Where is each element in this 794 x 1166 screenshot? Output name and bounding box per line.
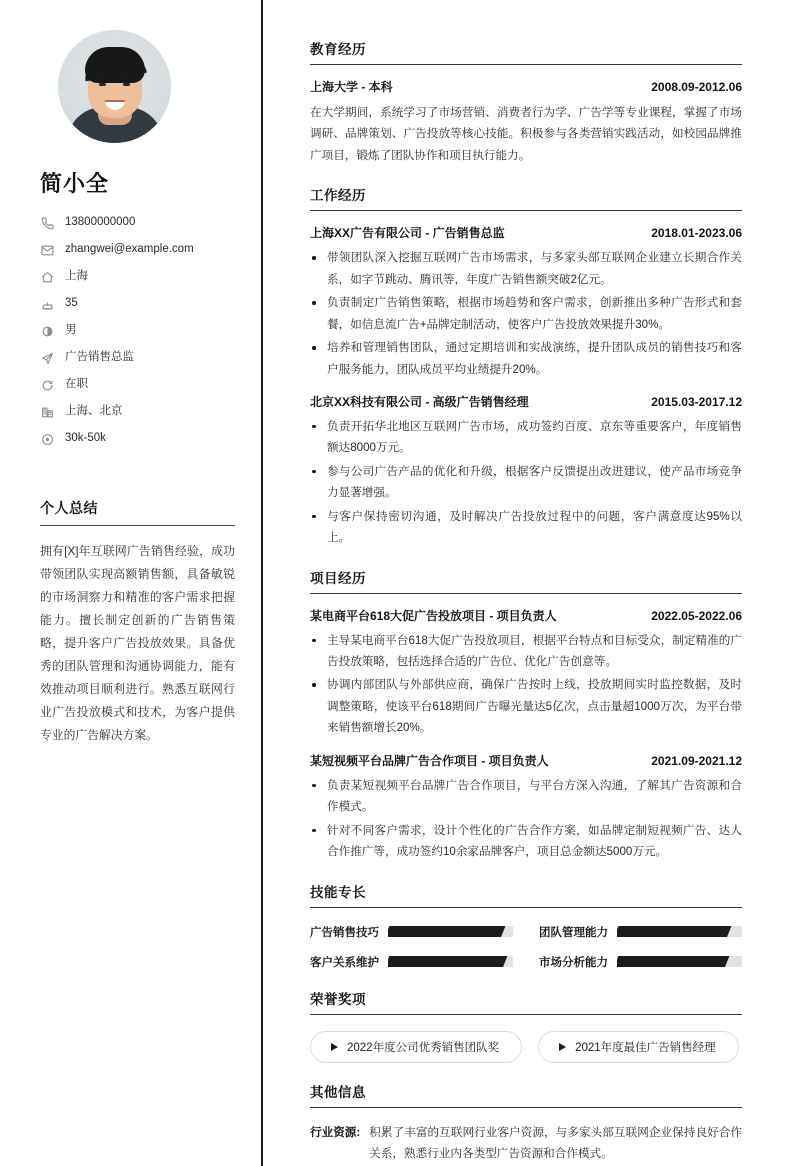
project-entry (310, 752, 742, 863)
section-awards (310, 988, 742, 1063)
summary-heading: 个人总结 (40, 498, 235, 526)
contact-list (40, 216, 235, 446)
project-date: 2021.09-2021.12 (651, 753, 742, 768)
section-project (310, 567, 742, 863)
work-bullet: 参与公司广告产品的优化和升级，根据客户反馈提出改进建议，使产品市场竞争力显著增强。 (310, 461, 742, 504)
avatar-brow-left (97, 77, 107, 79)
candidate-name: 简小全 (40, 171, 110, 196)
work-date: 2018.01-2023.06 (651, 226, 742, 241)
education-title: 上海大学 - 本科 (310, 80, 393, 94)
skill-bar-track (388, 926, 513, 937)
project-bullet: 负责某短视频平台品牌广告合作项目，与平台方深入沟通，了解其广告资源和合作模式。 (310, 775, 742, 818)
mail-icon (40, 243, 54, 257)
section-work (310, 184, 742, 548)
project-bullets (310, 630, 742, 739)
project-date: 2022.05-2022.06 (651, 608, 742, 623)
project-entry-header (310, 607, 742, 624)
skill-label: 客户关系维护 (310, 956, 379, 969)
skill-bar-fill (617, 926, 731, 937)
sidebar (0, 0, 263, 1166)
phone-icon (40, 216, 54, 230)
project-bullet: 主导某电商平台618大促广告投放项目，根据平台特点和目标受众，制定精准的广告投放策略，包括选择合适的广告位、优化广告创意等。 (310, 630, 742, 673)
skill-label: 团队管理能力 (539, 926, 608, 939)
project-bullets (310, 775, 742, 863)
contact-value-status: 在职 (65, 378, 88, 391)
contact-value-target-city: 上海、北京 (65, 405, 123, 418)
section-heading-education: 教育经历 (310, 38, 742, 65)
contact-value-phone: 13800000000 (65, 216, 136, 229)
contact-item-phone (40, 216, 235, 230)
work-bullet: 负责开拓华北地区互联网广告市场，成功签约百度、京东等重要客户，年度销售额达8000万元。 (310, 416, 742, 459)
section-heading-awards: 荣誉奖项 (310, 988, 742, 1015)
work-bullet: 培养和管理销售团队，通过定期培训和实战演练，提升团队成员的销售技巧和客户服务能力，团队成员平均业绩提升20%。 (310, 337, 742, 380)
avatar (58, 30, 171, 143)
education-entry-header (310, 78, 742, 95)
skill-bar-track (617, 956, 742, 967)
work-bullet: 与客户保持密切沟通，及时解决广告投放过程中的问题，客户满意度达95%以上。 (310, 506, 742, 549)
skill-bar-track (617, 926, 742, 937)
contact-value-position: 广告销售总监 (65, 351, 134, 364)
other-label: 行业资源: (310, 1125, 361, 1139)
other-row (310, 1122, 742, 1165)
home-icon (40, 270, 54, 284)
education-date: 2008.09-2012.06 (651, 80, 742, 94)
caret-right-icon (559, 1043, 566, 1051)
skill-bar-fill (617, 956, 729, 967)
skills-grid (310, 924, 742, 970)
contact-value-salary: 30k-50k (65, 432, 106, 445)
section-skills (310, 881, 742, 970)
paper-plane-icon (40, 351, 54, 365)
contact-item-gender (40, 324, 235, 338)
cake-icon (40, 297, 54, 311)
award-label: 2021年度最佳广告销售经理 (575, 1041, 716, 1054)
work-bullet: 带领团队深入挖掘互联网广告市场需求，与多家头部互联网企业建立长期合作关系，如字节跳动、腾讯等，年度广告销售额突破2亿元。 (310, 247, 742, 290)
contact-item-age (40, 297, 235, 311)
work-bullets (310, 416, 742, 549)
skill-label: 广告销售技巧 (310, 926, 379, 939)
education-entry (310, 78, 742, 166)
skill-item (539, 924, 742, 940)
refresh-icon (40, 378, 54, 392)
section-heading-project: 项目经历 (310, 567, 742, 594)
gender-icon (40, 324, 54, 338)
education-description: 在大学期间，系统学习了市场营销、消费者行为学、广告学等专业课程，掌握了市场调研、品牌策划、广告投放等核心技能。积极参与各类营销实践活动，如校园品牌推广项目，锻炼了团队协作和项目执行能力。 (310, 106, 742, 162)
other-value: 积累了丰富的互联网行业客户资源，与多家头部互联网企业保持良好合作关系，熟悉行业内各类型广告资源和合作模式。 (369, 1125, 742, 1160)
skill-bar-fill (388, 956, 507, 967)
award-tag[interactable] (310, 1031, 522, 1063)
section-other (310, 1081, 742, 1165)
project-entry (310, 607, 742, 739)
project-entry-header (310, 752, 742, 769)
contact-item-target-city (40, 405, 235, 419)
work-bullets (310, 247, 742, 380)
building-icon (40, 405, 54, 419)
skill-item (310, 954, 513, 970)
contact-item-position (40, 351, 235, 365)
awards-row (310, 1031, 742, 1063)
work-entry-header (310, 224, 742, 241)
skill-item (310, 924, 513, 940)
contact-item-status (40, 378, 235, 392)
work-bullet: 负责制定广告销售策略，根据市场趋势和客户需求，创新推出多种广告形式和套餐，如信息流广告+品牌定制活动，使客户广告投放效果提升30%。 (310, 292, 742, 335)
contact-item-salary (40, 432, 235, 446)
skill-bar-fill (388, 926, 505, 937)
work-entry (310, 393, 742, 549)
caret-right-icon (331, 1043, 338, 1051)
award-tag[interactable] (538, 1031, 739, 1063)
target-icon (40, 432, 54, 446)
avatar-brow-right (122, 77, 132, 79)
skill-label: 市场分析能力 (539, 956, 608, 969)
contact-item-location (40, 270, 235, 284)
project-title: 某电商平台618大促广告投放项目 - 项目负责人 (310, 608, 557, 623)
work-title: 上海XX广告有限公司 - 广告销售总监 (310, 226, 505, 241)
skill-item (539, 954, 742, 970)
contact-value-email: zhangwei@example.com (65, 243, 194, 256)
project-bullet: 协调内部团队与外部供应商，确保广告按时上线，投放期间实时监控数据，及时调整策略，使该平台618期间广告曝光量达5亿次，点击量超1000万次，为平台带来销售额增长20%。 (310, 674, 742, 738)
avatar-eye-right (123, 83, 130, 86)
project-bullet: 针对不同客户需求，设计个性化的广告合作方案，如品牌定制短视频广告、达人合作推广等，成功签约10余家品牌客户，项目总金额达5000万元。 (310, 820, 742, 863)
contact-value-gender: 男 (65, 324, 77, 337)
project-title: 某短视频平台品牌广告合作项目 - 项目负责人 (310, 753, 549, 768)
main-column (263, 0, 794, 1166)
work-date: 2015.03-2017.12 (651, 394, 742, 409)
section-heading-skills: 技能专长 (310, 881, 742, 908)
section-heading-work: 工作经历 (310, 184, 742, 211)
work-entry (310, 224, 742, 380)
contact-item-email (40, 243, 235, 257)
section-heading-other: 其他信息 (310, 1081, 742, 1108)
contact-value-age: 35 (65, 297, 78, 310)
work-title: 北京XX科技有限公司 - 高级广告销售经理 (310, 394, 529, 409)
skill-bar-track (388, 956, 513, 967)
summary-text: 拥有[X]年互联网广告销售经验，成功带领团队实现高额销售额，具备敏锐的市场洞察力和精准的客户需求把握能力。擅长制定创新的广告销售策略，提升客户广告投放效果。具备优秀的团队管理和沟通协调能力，能有效推动项目顺利进行。熟悉互联网行业广告投放模式和技术，为客户提供专业的广告解决方案。 (40, 544, 235, 742)
summary-section (40, 498, 235, 747)
avatar-eye-left (99, 83, 106, 86)
work-entry-header (310, 393, 742, 410)
section-education (310, 38, 742, 166)
contact-value-location: 上海 (65, 270, 88, 283)
award-label: 2022年度公司优秀销售团队奖 (347, 1041, 500, 1054)
